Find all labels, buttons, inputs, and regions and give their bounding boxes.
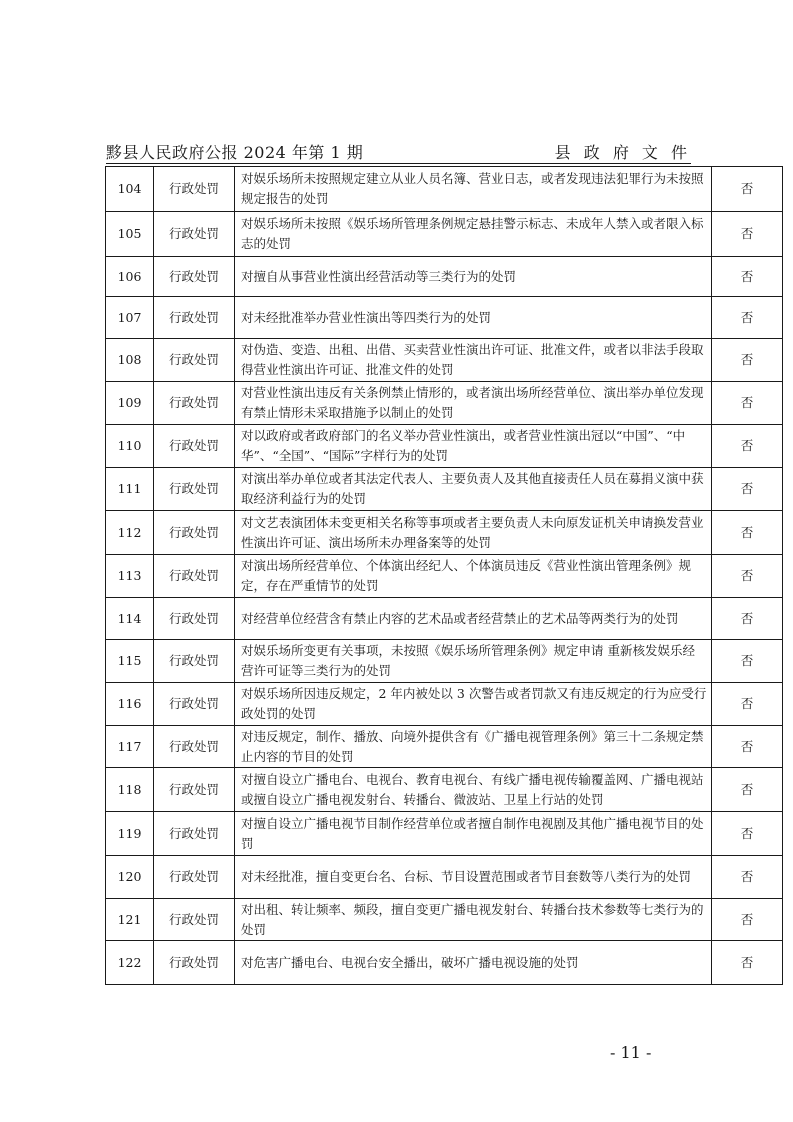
item-description: 对危害广播电台、电视台安全播出，破坏广播电视设施的处罚 [235,941,712,985]
item-description: 对擅自从事营业性演出经营活动等三类行为的处罚 [235,257,712,297]
item-number: 113 [106,555,154,598]
item-type: 行政处罚 [154,768,235,812]
item-flag: 否 [712,468,783,511]
item-number: 114 [106,598,154,640]
item-description: 对经营单位经营含有禁止内容的艺术品或者经营禁止的艺术品等两类行为的处罚 [235,598,712,640]
item-number: 111 [106,468,154,511]
item-flag: 否 [712,899,783,941]
item-flag: 否 [712,768,783,812]
item-type: 行政处罚 [154,425,235,468]
item-number: 112 [106,511,154,555]
item-flag: 否 [712,683,783,726]
item-flag: 否 [712,511,783,555]
item-type: 行政处罚 [154,297,235,339]
table-row [106,768,783,812]
item-type: 行政处罚 [154,899,235,941]
item-type: 行政处罚 [154,598,235,640]
item-number: 106 [106,257,154,297]
item-number: 104 [106,167,154,212]
table-row [106,899,783,941]
item-number: 110 [106,425,154,468]
item-flag: 否 [712,726,783,768]
table-row [106,468,783,511]
item-type: 行政处罚 [154,555,235,598]
item-type: 行政处罚 [154,726,235,768]
item-flag: 否 [712,382,783,425]
item-flag: 否 [712,640,783,683]
item-type: 行政处罚 [154,941,235,985]
item-flag: 否 [712,339,783,382]
item-number: 118 [106,768,154,812]
page-number: - 11 - [610,1043,652,1062]
item-flag: 否 [712,212,783,257]
item-number: 117 [106,726,154,768]
table-row [106,511,783,555]
table-row [106,683,783,726]
table-row [106,425,783,468]
table-row [106,297,783,339]
item-description: 对娱乐场所变更有关事项，未按照《娱乐场所管理条例》规定申请 重新核发娱乐经营许可证等三类行为的处罚 [235,640,712,683]
table-row [106,212,783,257]
table-body [106,167,783,985]
table-row [106,167,783,212]
item-flag: 否 [712,555,783,598]
table-row [106,598,783,640]
item-number: 119 [106,812,154,856]
table-row [106,257,783,297]
item-type: 行政处罚 [154,167,235,212]
table-row [106,812,783,856]
item-description: 对擅自设立广播电台、电视台、教育电视台、有线广播电视传输覆盖网、广播电视站或擅自设立广播电视发射台、转播台、微波站、卫星上行站的处罚 [235,768,712,812]
item-description: 对娱乐场所未按照规定建立从业人员名簿、营业日志，或者发现违法犯罪行为未按照规定报告的处罚 [235,167,712,212]
table-row [106,856,783,899]
item-description: 对营业性演出违反有关条例禁止情形的，或者演出场所经营单位、演出举办单位发现有禁止情形未采取措施予以制止的处罚 [235,382,712,425]
item-number: 107 [106,297,154,339]
header-rule [106,163,691,164]
item-type: 行政处罚 [154,212,235,257]
item-type: 行政处罚 [154,683,235,726]
item-flag: 否 [712,167,783,212]
item-description: 对演出举办单位或者其法定代表人、主要负责人及其他直接责任人员在募捐义演中获取经济利益行为的处罚 [235,468,712,511]
item-number: 108 [106,339,154,382]
item-description: 对文艺表演团体未变更相关名称等事项或者主要负责人未向原发证机关申请换发营业性演出许可证、演出场所未办理备案等的处罚 [235,511,712,555]
item-description: 对违反规定，制作、播放、向境外提供含有《广播电视管理条例》第三十二条规定禁止内容的节目的处罚 [235,726,712,768]
item-number: 109 [106,382,154,425]
item-description: 对娱乐场所未按照《娱乐场所管理条例规定悬挂警示标志、未成年人禁入或者限入标志的处罚 [235,212,712,257]
item-flag: 否 [712,598,783,640]
page-header [106,140,691,162]
item-flag: 否 [712,257,783,297]
table-row [106,382,783,425]
item-flag: 否 [712,856,783,899]
item-description: 对娱乐场所因违反规定，2 年内被处以 3 次警告或者罚款又有违反规定的行为应受行政处罚的处罚 [235,683,712,726]
item-flag: 否 [712,297,783,339]
item-description: 对出租、转让频率、频段，擅自变更广播电视发射台、转播台技术参数等七类行为的处罚 [235,899,712,941]
table-row [106,555,783,598]
item-type: 行政处罚 [154,468,235,511]
item-type: 行政处罚 [154,382,235,425]
table-row [106,339,783,382]
penalty-items-table [105,166,783,985]
item-type: 行政处罚 [154,812,235,856]
table-row [106,726,783,768]
item-type: 行政处罚 [154,511,235,555]
item-number: 122 [106,941,154,985]
item-type: 行政处罚 [154,257,235,297]
section-title: 县 政 府 文 件 [554,143,691,162]
item-number: 105 [106,212,154,257]
item-number: 120 [106,856,154,899]
bulletin-title: 黟县人民政府公报 2024 年第 1 期 [106,143,364,162]
item-type: 行政处罚 [154,640,235,683]
item-number: 115 [106,640,154,683]
item-number: 121 [106,899,154,941]
item-number: 116 [106,683,154,726]
item-description: 对未经批准，擅自变更台名、台标、节目设置范围或者节目套数等八类行为的处罚 [235,856,712,899]
table-row [106,941,783,985]
item-flag: 否 [712,941,783,985]
item-flag: 否 [712,812,783,856]
item-description: 对以政府或者政府部门的名义举办营业性演出，或者营业性演出冠以“中国”、“中华”、“全国”、“国际”字样行为的处罚 [235,425,712,468]
item-description: 对未经批准举办营业性演出等四类行为的处罚 [235,297,712,339]
item-description: 对伪造、变造、出租、出借、买卖营业性演出许可证、批准文件，或者以非法手段取得营业性演出许可证、批准文件的处罚 [235,339,712,382]
item-type: 行政处罚 [154,856,235,899]
item-type: 行政处罚 [154,339,235,382]
item-description: 对演出场所经营单位、个体演出经纪人、个体演员违反《营业性演出管理条例》规定，存在严重情节的处罚 [235,555,712,598]
table-row [106,640,783,683]
item-flag: 否 [712,425,783,468]
item-description: 对擅自设立广播电视节目制作经营单位或者擅自制作电视剧及其他广播电视节目的处罚 [235,812,712,856]
